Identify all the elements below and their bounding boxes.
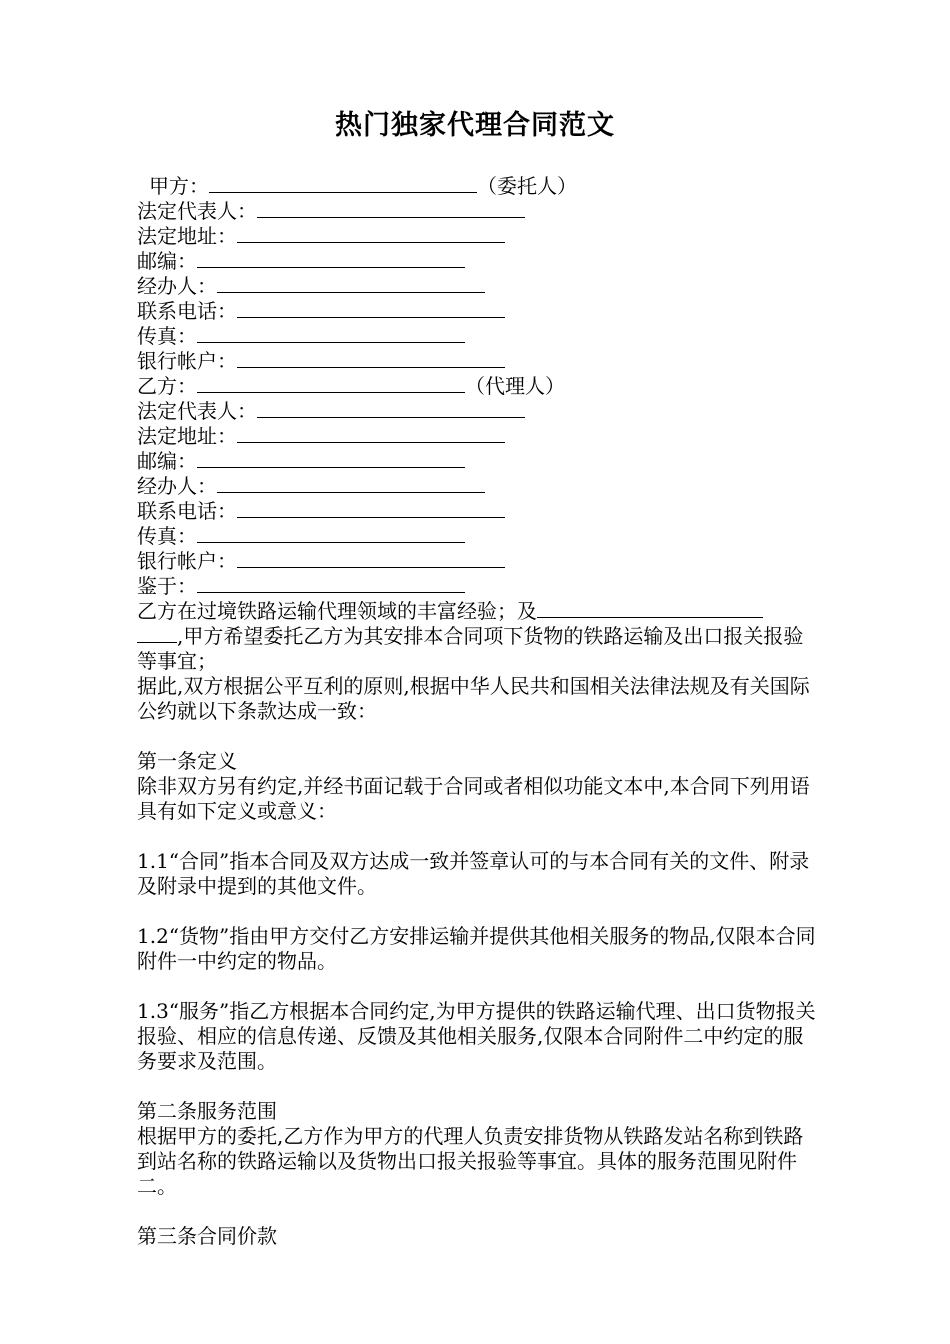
field-blank <box>217 473 485 493</box>
article-1-title: 第一条定义 <box>137 749 237 773</box>
party-a-field <box>137 323 817 348</box>
spacer <box>137 899 817 924</box>
party-a-field <box>137 298 817 323</box>
recital-1-start <box>137 598 817 623</box>
document-title: 热门独家代理合同范文 <box>335 110 615 141</box>
field-blank <box>197 323 465 343</box>
field-blank <box>237 348 505 368</box>
document-body <box>137 173 817 1249</box>
party-b-field-label: 联系电话： <box>137 499 237 523</box>
party-a-field-label: 传真： <box>137 324 197 348</box>
field-blank <box>237 498 505 518</box>
party-a-field-label: 联系电话： <box>137 299 237 323</box>
recital-1-end <box>137 623 817 674</box>
party-b-line <box>137 373 817 398</box>
party-a-field <box>137 198 817 223</box>
recital-blank-2 <box>137 623 177 643</box>
clause-1-3: 1.3“服务”指乙方根据本合同约定,为甲方提供的铁路运输代理、出口货物报关报验、相应的信息传递、反馈及其他相关服务,仅限本合同附件二中约定的服务要求及范围。 <box>137 999 816 1073</box>
field-blank <box>237 223 505 243</box>
spacer <box>137 974 817 999</box>
party-b-field <box>137 498 817 523</box>
party-a-field <box>137 223 817 248</box>
clause-1-1: 1.1“合同”指本合同及双方达成一致并签章认可的与本合同有关的文件、附录及附录中提到的其他文件。 <box>137 849 810 898</box>
party-a-field-label: 邮编： <box>137 249 197 273</box>
party-a-role: （委托人） <box>477 174 577 198</box>
spacer <box>137 1199 817 1224</box>
party-a-field-label: 银行帐户： <box>137 349 237 373</box>
party-b-label: 乙方： <box>137 374 197 398</box>
article-2-title: 第二条服务范围 <box>137 1099 277 1123</box>
party-a-field <box>137 248 817 273</box>
spacer <box>137 724 817 749</box>
party-b-field <box>137 448 817 473</box>
whereas-blank <box>197 573 465 593</box>
spacer <box>137 1074 817 1099</box>
party-a-field <box>137 348 817 373</box>
party-a-field-label: 经办人： <box>137 274 217 298</box>
field-blank <box>197 523 465 543</box>
party-a-line <box>137 173 817 198</box>
field-blank <box>257 198 525 218</box>
article-1-intro: 除非双方另有约定,并经书面记载于合同或者相似功能文本中,本合同下列用语具有如下定义或意义： <box>137 774 810 823</box>
spacer <box>137 824 817 849</box>
recital-2: 据此,双方根据公平互利的原则,根据中华人民共和国相关法律法规及有关国际公约就以下条款达成一致： <box>137 674 810 723</box>
party-b-field <box>137 398 817 423</box>
article-3-title: 第三条合同价款 <box>137 1224 277 1248</box>
article-2-text: 根据甲方的委托,乙方作为甲方的代理人负责安排货物从铁路发站名称到铁路到站名称的铁路运输以及货物出口报关报验等事宜。具体的服务范围见附件二。 <box>137 1124 804 1198</box>
party-b-field-label: 银行帐户： <box>137 549 237 573</box>
field-blank <box>197 448 465 468</box>
party-b-field-label: 法定地址： <box>137 424 237 448</box>
party-b-field <box>137 423 817 448</box>
party-b-field-label: 传真： <box>137 524 197 548</box>
party-b-field <box>137 473 817 498</box>
field-blank <box>237 298 505 318</box>
recital-1-start-text: 乙方在过境铁路运输代理领域的丰富经验；及 <box>137 599 537 623</box>
field-blank <box>237 423 505 443</box>
party-b-field <box>137 548 817 573</box>
party-b-field-label: 法定代表人： <box>137 399 257 423</box>
recital-1-end-text: ,甲方希望委托乙方为其安排本合同项下货物的铁路运输及出口报关报验等事宜； <box>137 624 804 673</box>
party-b-field-label: 邮编： <box>137 449 197 473</box>
party-b-field <box>137 523 817 548</box>
party-a-field-label: 法定代表人： <box>137 199 257 223</box>
party-a-label: 甲方： <box>149 174 209 198</box>
field-blank <box>257 398 525 418</box>
field-blank <box>237 548 505 568</box>
party-b-field-label: 经办人： <box>137 474 217 498</box>
field-blank <box>217 273 485 293</box>
whereas-label: 鉴于： <box>137 574 197 598</box>
field-blank <box>197 248 465 268</box>
party-a-blank <box>209 173 477 193</box>
party-a-field-label: 法定地址： <box>137 224 237 248</box>
party-b-blank <box>197 373 465 393</box>
party-b-role: （代理人） <box>465 374 565 398</box>
party-a-field <box>137 273 817 298</box>
whereas-line <box>137 573 817 598</box>
recital-blank <box>537 598 763 618</box>
clause-1-2: 1.2“货物”指由甲方交付乙方安排运输并提供其他相关服务的物品,仅限本合同附件一中约定的物品。 <box>137 924 816 973</box>
